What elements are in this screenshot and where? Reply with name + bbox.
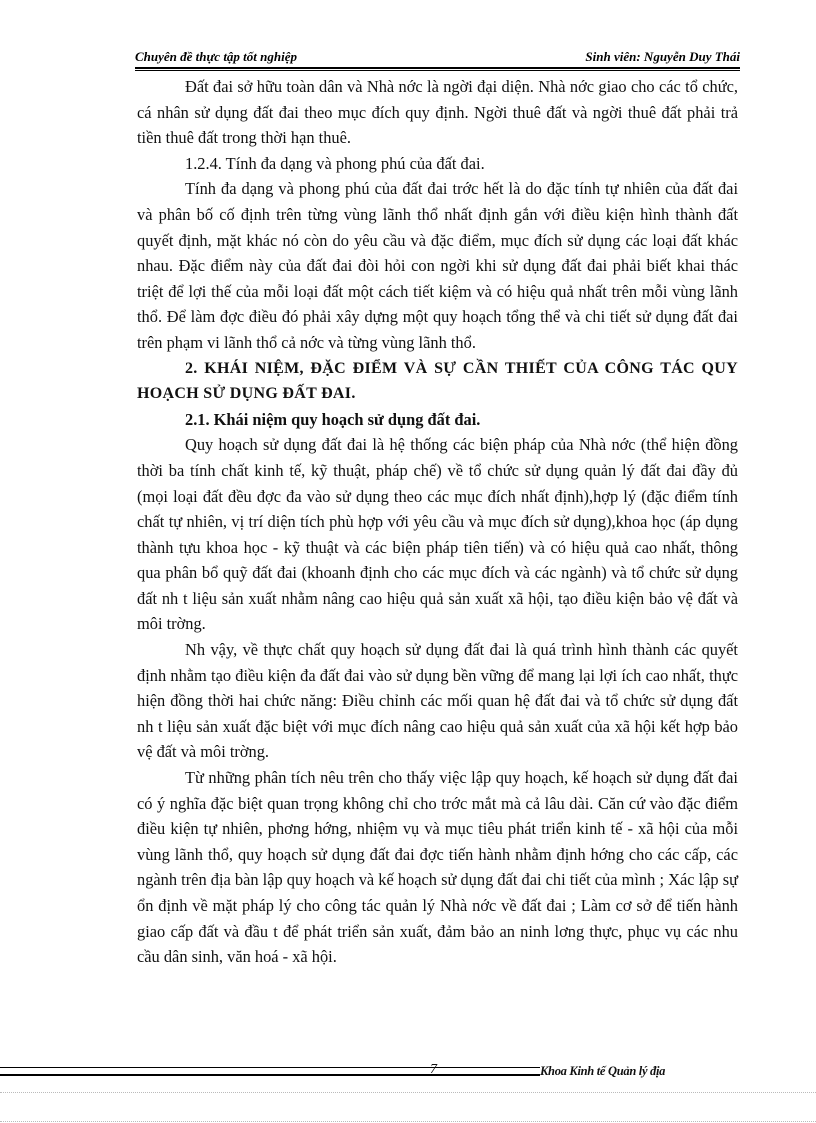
- header-title: Chuyên đề thực tập tốt nghiệp: [135, 49, 297, 64]
- footer-department: Khoa Kinh tế Quản lý địa: [540, 1064, 666, 1078]
- section-2-1-heading: 2.1. Khái niệm quy hoạch sử dụng đất đai.: [185, 409, 481, 429]
- body-text: [137, 74, 738, 970]
- paragraph-definition: Quy hoạch sử dụng đất đai là hệ thống các biện pháp của Nhà nớc (thể hiện đồng thời ba tính chất kinh tế, kỹ thuật, pháp chế) về tổ chức sử dụng quản lý đất đai đầy đủ (mọi loại đất đều đợc đa vào sử dụng theo các mục đích nhất định),hợp lý (đặc điểm tính chất tự nhiên, vị trí diện tích phù hợp với yêu cầu và mục đích sử dụng),khoa học (áp dụng thành tựu khoa học - kỹ thuật và các biện pháp tiên tiến) và có hiệu quả cao nhất, thông qua phân bổ quỹ đất đai (khoanh định cho các mục đích và các ngành) và tổ chức sử dụng đất nh t liệu sản xuất nhằm nâng cao hiệu quả sản xuất xã hội, tạo điều kiện bảo vệ đất và môi trờng.: [137, 435, 738, 634]
- dotted-divider: [0, 1092, 816, 1093]
- header-rule: [135, 67, 740, 71]
- section-2-heading: 2. KHÁI NIỆM, ĐẶC ĐIỂM VÀ SỰ CẦN THIẾT CỦA CÔNG TÁC QUY HOẠCH SỬ DỤNG ĐẤT ĐAI.: [137, 359, 738, 403]
- section-1-2-4-title: 1.2.4. Tính đa dạng và phong phú của đất đai.: [185, 153, 485, 173]
- footer-rule: [0, 1067, 540, 1076]
- paragraph-essence: Nh vậy, về thực chất quy hoạch sử dụng đất đai là quá trình hình thành các quyết định nhằm tạo điều kiện đa đất đai vào sử dụng bền vững để mang lại lợi ích cao nhất, thực hiện đồng thời hai chức năng: Điều chỉnh các mối quan hệ đất đai và tổ chức sử dụng đất nh t liệu sản xuất đặc biệt với mục đích nâng cao hiệu quả sản xuất của xã hội kết hợp bảo vệ đất và môi trờng.: [137, 640, 738, 762]
- dotted-divider: [0, 1121, 816, 1122]
- page-header: [135, 46, 740, 68]
- paragraph-significance: Từ những phân tích nêu trên cho thấy việc lập quy hoạch, kế hoạch sử dụng đất đai có ý nghĩa đặc biệt quan trọng không chỉ cho trớc mắt mà cả lâu dài. Căn cứ vào đặc điểm điều kiện tự nhiên, phơng hớng, nhiệm vụ và mục tiêu phát triển kinh tế - xã hội của mỗi vùng lãnh thổ, quy hoạch sử dụng đất đai đợc tiến hành nhằm định hớng cho các cấp, các ngành trên địa bàn lập quy hoạch và kế hoạch sử dụng đất đai chi tiết của mình ; Xác lập sự ổn định về mặt pháp lý cho công tác quản lý Nhà nớc về đất đai ; Làm cơ sở để tiến hành giao cấp đất và đầu t để phát triển sản xuất, đảm bảo an ninh lơng thực, phục vụ các nhu cầu dân sinh, văn hoá - xã hội.: [137, 768, 738, 967]
- paragraph-ownership: Đất đai sở hữu toàn dân và Nhà nớc là ngời đại diện. Nhà nớc giao cho các tổ chức, cá nhân sử dụng đất đai theo mục đích quy định. Ngời thuê đất và ngời thuê đất phải trả tiền thuê đất trong thời hạn thuê.: [137, 77, 738, 148]
- paragraph-diversity: Tính đa dạng và phong phú của đất đai trớc hết là do đặc tính tự nhiên của đất đai và phân bố cố định trên từng vùng lãnh thổ nhất định gắn với điều kiện hình thành đất quyết định, mặt khác nó còn do yêu cầu và đặc điểm, mục đích sử dụng các loại đất khác nhau. Đặc điểm này của đất đai đòi hỏi con ngời khi sử dụng đất đai phải biết khai thác triệt để lợi thế của mỗi loại đất một cách tiết kiệm và có hiệu quả nhất trên mỗi vùng lãnh thổ. Để làm đợc điều đó phải xây dựng một quy hoạch tổng thể và chi tiết sử dụng đất đai trên phạm vi lãnh thổ cả nớc và từng vùng lãnh thổ.: [137, 179, 738, 352]
- header-author: Sinh viên: Nguyễn Duy Thái: [585, 49, 740, 64]
- page-number: 7: [430, 1062, 437, 1077]
